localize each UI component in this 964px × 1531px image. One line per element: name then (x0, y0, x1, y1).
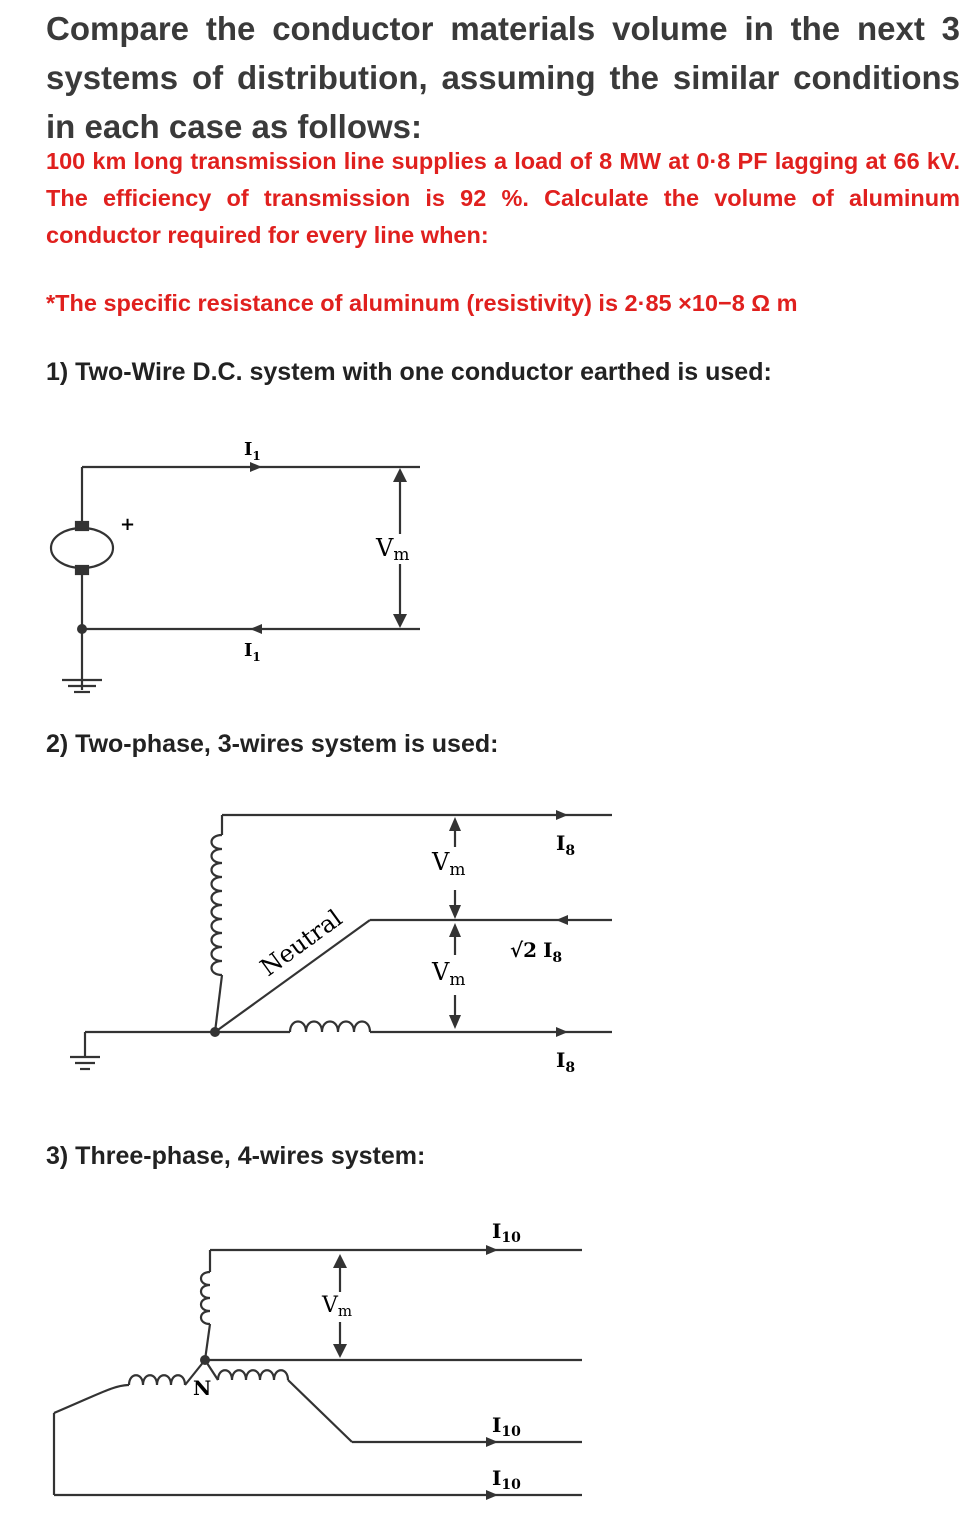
system-3-heading: 3) Three-phase, 4-wires system: (46, 1142, 426, 1170)
diagram-two-phase-three-wire (0, 795, 640, 1095)
diagram-two-wire-dc (0, 430, 500, 700)
voltage-top-label: $V_m$ (432, 848, 466, 880)
problem-statement: 100 km long transmission line supplies a load of 8 MW at 0·8 PF lagging at 66 kV. The efficiency of transmission is 92 %. Calculate the volume of aluminum conductor required for every line when: (46, 148, 960, 248)
voltage-label: Vm (376, 534, 410, 565)
phase-b-winding (218, 1370, 288, 1380)
polarity-plus-label: + (120, 514, 136, 535)
neutral-point-label: N (193, 1376, 212, 1400)
resistivity-note: *The specific resistance of aluminum (resistivity) is 2·85 ×10−8 Ω m (46, 290, 798, 316)
current-mid-label: √2 $I_8$ (510, 938, 563, 966)
phase-c-winding (129, 1375, 185, 1385)
diagram-three-phase-four-wire (0, 1210, 640, 1520)
phase-1-winding (212, 835, 223, 975)
current-2-label: $I_{10}$ (492, 1413, 521, 1440)
current-bottom-label: $I_8$ (556, 1048, 576, 1076)
voltage-label: Vm (322, 1293, 353, 1320)
current-1-label: $I_{10}$ (492, 1219, 521, 1246)
current-bottom-label: $I_1$ (244, 640, 261, 664)
current-3-label: $I_{10}$ (492, 1466, 521, 1493)
voltage-bottom-label: $V_m$ (432, 958, 466, 990)
phase-a-winding (201, 1272, 210, 1324)
current-top-label: $I_1$ (244, 439, 261, 463)
system-2-heading: 2) Two-phase, 3-wires system is used: (46, 730, 499, 758)
current-top-label: $I_8$ (556, 831, 576, 859)
phase-2-winding (290, 1022, 370, 1033)
neutral-label: Neutral (255, 904, 348, 982)
question-title: Compare the conductor materials volume in the next 3 systems of distribution, assuming the similar conditions in each case as follows: (46, 10, 960, 145)
system-1-heading: 1) Two-Wire D.C. system with one conductor earthed is used: (46, 358, 772, 386)
dc-generator-symbol (51, 528, 113, 568)
